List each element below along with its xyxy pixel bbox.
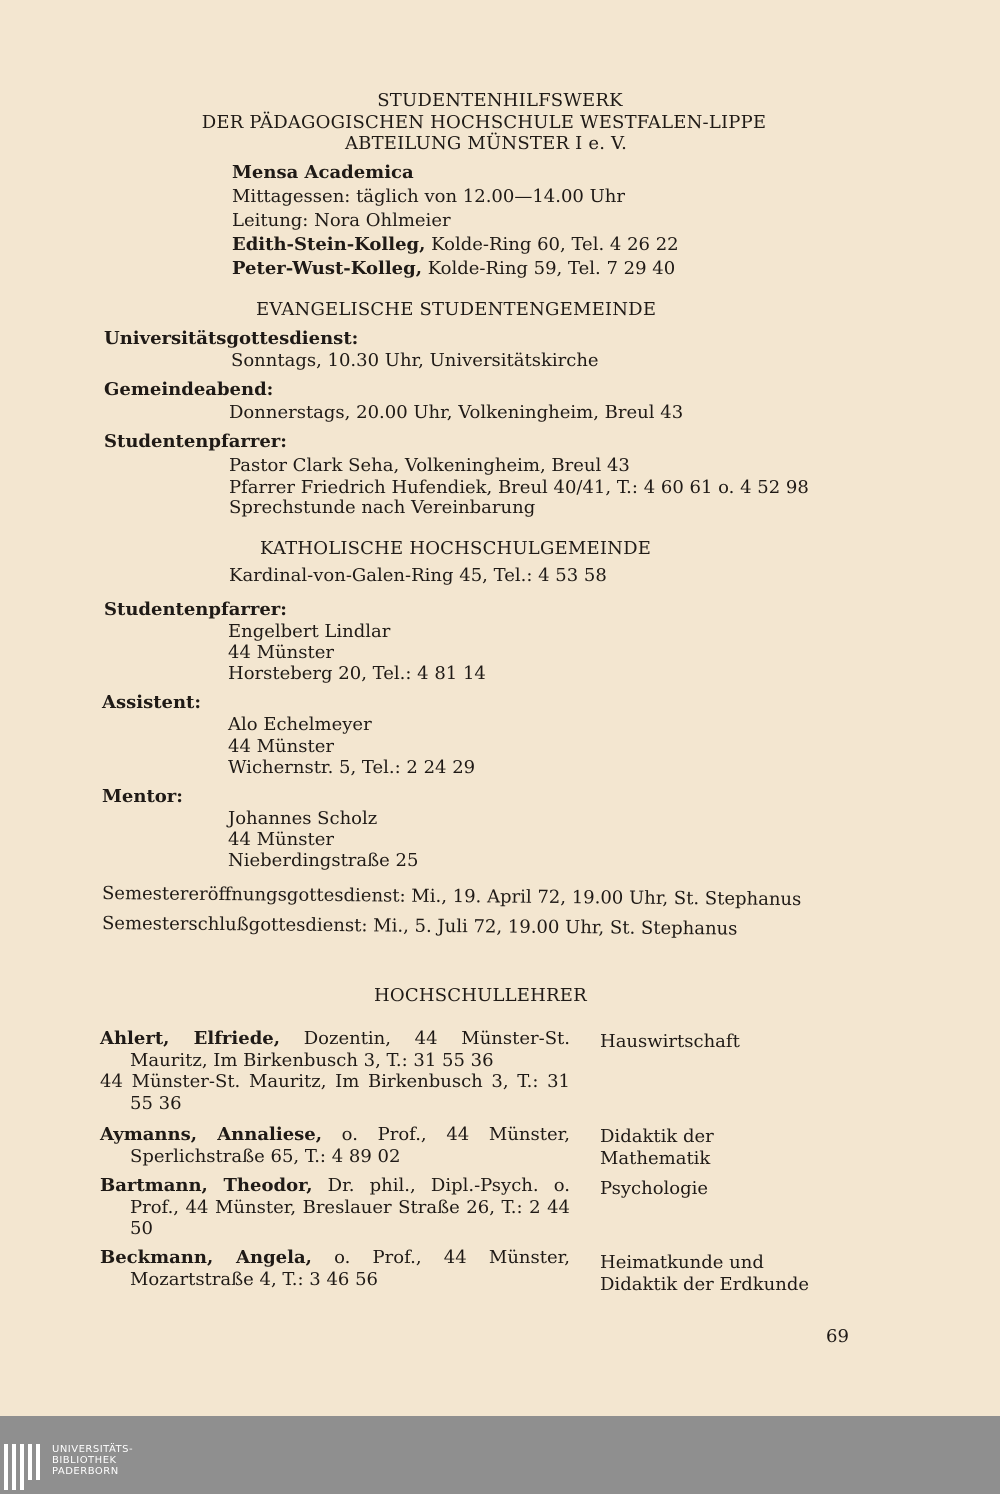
katholisch-address: Kardinal-von-Galen-Ring 45, Tel.: 4 53 58 [229,565,607,586]
library-name-line-1: UNIVERSITÄTS- [52,1444,134,1455]
lecturer-subject [600,1178,708,1200]
lecturer-subject-line-2: Didaktik der Erdkunde [600,1273,810,1295]
katholisch-mentor-name: Johannes Scholz [228,808,378,829]
kolleg1-name: Edith-Stein-Kolleg, [232,234,426,255]
lecturer-subject-line-1: Heimatkunde und [600,1252,764,1273]
lecturer-name: Ahlert, Elfriede, [100,1028,281,1049]
katholisch-label-mentor: Mentor: [102,786,183,807]
evangelisch-gemeindeabend-time: Donnerstags, 20.00 Uhr, Volkeningheim, Breul 43 [229,402,684,423]
header-line-3: ABTEILUNG MÜNSTER I e. V. [344,133,628,154]
evangelisch-label-gottesdienst: Universitätsgottesdienst: [104,328,359,349]
lecturer-subject [600,1031,740,1053]
list-item [100,1247,570,1290]
lecturer-subject-line-2: Mathematik [600,1147,711,1169]
page-number: 69 [826,1326,849,1347]
library-footer [0,1416,1000,1494]
katholisch-mentor-city: 44 Münster [228,829,334,850]
evangelisch-sprechstunde: Sprechstunde nach Vereinbarung [229,497,536,518]
katholisch-assistent-city: 44 Münster [228,736,334,757]
lecturer-subject-line-1: Hauswirtschaft [600,1031,740,1052]
katholisch-pfarrer-address: Horsteberg 20, Tel.: 4 81 14 [228,663,486,684]
list-item [100,1124,570,1167]
header-line-1: STUDENTENHILFSWERK [377,90,623,111]
katholisch-mentor-address: Nieberdingstraße 25 [228,850,419,871]
lecturer-subject-line-1: Didaktik der [600,1126,714,1147]
semester-opening-service: Semestereröffnungsgottesdienst: Mi., 19. April 72, 19.00 Uhr, St. Stephanus [101,883,802,911]
lecturer-name: Aymanns, Annaliese, [100,1124,322,1145]
katholisch-pfarrer-name: Engelbert Lindlar [228,621,391,642]
lecturer-name: Bartmann, Theodor, [100,1175,313,1196]
lecturer-details: o. Prof., 44 Münster, Sperlichstraße 65, T.: 4 89 02 [130,1124,571,1167]
kolleg-edith-stein [232,234,679,256]
kolleg-peter-wust [232,258,679,280]
library-logo-text [52,1444,133,1477]
library-name-line-3: PADERBORN [52,1466,119,1477]
mensa-lead: Leitung: Nora Ohlmeier [232,210,451,231]
mensa-title: Mensa Academica [232,162,414,183]
lecturer-details: Dr. phil., Dipl.-Psych. o. Prof., 44 Münster, Breslauer Straße 26, T.: 2 44 50 [130,1175,570,1239]
evangelisch-pastor-1: Pastor Clark Seha, Volkeningheim, Breul 43 [229,455,630,476]
library-name-line-2: BIBLIOTHEK [52,1455,117,1466]
katholisch-heading: KATHOLISCHE HOCHSCHULGEMEINDE [260,538,652,559]
header-line-2: DER PÄDAGOGISCHEN HOCHSCHULE WESTFALEN-LIPPE [201,112,767,133]
katholisch-label-pfarrer: Studentenpfarrer: [104,599,287,620]
hochschullehrer-heading: HOCHSCHULLEHRER [374,985,587,1006]
mensa-lunch: Mittagessen: täglich von 12.00—14.00 Uhr [232,186,625,207]
semester-closing-service: Semesterschlußgottesdienst: Mi., 5. Juli 72, 19.00 Uhr, St. Stephanus [101,913,738,940]
list-item [100,1028,570,1114]
katholisch-label-assistent: Assistent: [102,692,202,713]
katholisch-pfarrer-city: 44 Münster [228,642,334,663]
list-item [100,1175,570,1240]
mensa-block [232,162,679,280]
lecturer-details: Dozentin, 44 Münster-St. Mauritz, Im Birkenbusch 3, T.: 31 55 36 [130,1028,570,1071]
lecturer-subject [600,1126,714,1169]
evangelisch-label-gemeindeabend: Gemeindeabend: [104,379,274,400]
lecturer-details-2: 44 Münster-St. Mauritz, Im Birkenbusch 3, T.: 31 55 36 [100,1071,570,1114]
kolleg2-name: Peter-Wust-Kolleg, [232,258,422,279]
lecturer-name: Beckmann, Angela, [100,1247,312,1268]
kolleg2-address: Kolde-Ring 59, Tel. 7 29 40 [421,258,676,279]
evangelisch-gottesdienst-time: Sonntags, 10.30 Uhr, Universitätskirche [231,350,599,371]
evangelisch-pastor-2: Pfarrer Friedrich Hufendiek, Breul 40/41, T.: 4 60 61 o. 4 52 98 [229,477,809,498]
katholisch-assistent-name: Alo Echelmeyer [228,714,372,735]
lecturer-subject [600,1252,809,1295]
evangelisch-heading: EVANGELISCHE STUDENTENGEMEINDE [256,299,657,320]
evangelisch-label-pfarrer: Studentenpfarrer: [104,431,287,452]
lecturer-details: o. Prof., 44 Münster, Mozartstraße 4, T.: 3 46 56 [130,1247,571,1290]
katholisch-assistent-address: Wichernstr. 5, Tel.: 2 24 29 [228,757,476,778]
library-logo-icon [4,1444,44,1484]
lecturer-subject-line-1: Psychologie [600,1178,709,1199]
kolleg1-address: Kolde-Ring 60, Tel. 4 26 22 [425,234,679,255]
